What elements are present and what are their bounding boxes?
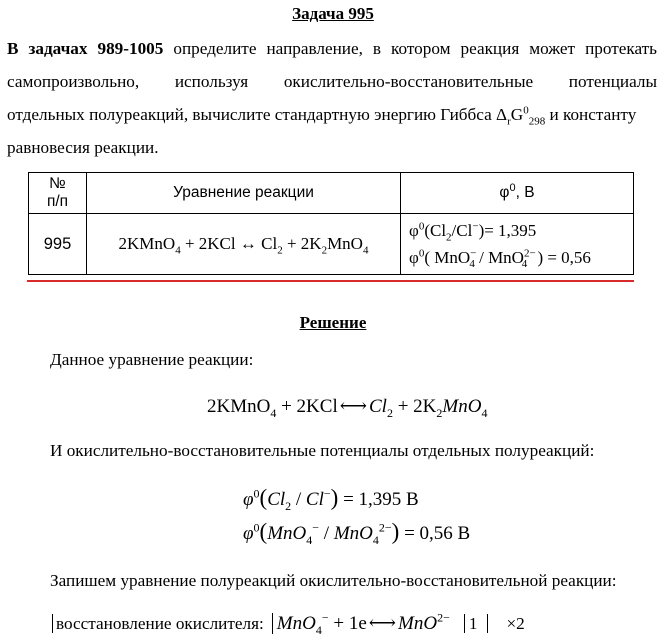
pot2-b: / MnO [479,248,524,267]
red-eq: MnO [276,613,316,634]
red-s4: 4 [315,622,322,637]
eq-sub-2b: 2 [321,244,328,257]
potential-2 [409,244,633,271]
pot2-a: ( MnO [424,248,471,267]
main-eq-s2b: 2 [436,405,443,420]
row-potentials [401,214,634,275]
red-prod: MnO [398,613,438,634]
ep2-sup: 0 [253,520,260,535]
eq-part-d: MnO [327,234,363,253]
main-eq-d: + 2K [392,396,437,417]
reaction-equation [207,395,487,418]
reduction-label: восстановление окислителя: [52,614,264,633]
eq-part-b: + 2KCl ↔ Cl [184,234,278,253]
ep1-phi: φ [243,489,254,510]
pot2-sup1: − [470,247,477,260]
header-equation: Уравнение реакции [87,173,401,214]
ep2-b: MnO [333,523,373,544]
pot1-c: )= 1,395 [478,221,537,240]
table-header-row [29,173,634,214]
pot2-sub2: 4 [521,258,528,271]
ep2-close: ) [391,519,400,544]
phi-1-sup: 0 [418,220,425,233]
header-phi-sup: 0 [509,181,516,194]
ep1-minus: − [323,486,331,501]
header-num [29,173,87,214]
ep1-a: Cl [267,489,286,510]
ep2-sup2: 2− [378,520,392,535]
main-eq-s4b: 4 [481,405,488,420]
main-eq-s2: 2 [386,405,393,420]
ep1-sup: 0 [253,486,260,501]
intro-line-3 [7,98,657,131]
pot1-b: /Cl [451,221,473,240]
gibbs-sub-r: r [507,115,511,128]
red-plus: + 1e [328,613,367,634]
phi-2-sup: 0 [418,247,425,260]
eq-sub-4b: 4 [362,244,369,257]
red-mult: ×2 [487,614,524,633]
header-num-pp: п/п [46,193,69,210]
pot2-c: ) = 0,56 [537,248,591,267]
phi-1: φ [409,221,419,240]
pot1-sup: − [472,220,479,233]
main-eq-c: Cl [368,396,387,417]
main-eq-arrow: ⟷ [339,396,367,417]
red-minus: − [321,610,329,625]
header-potential [401,173,634,214]
half-reaction-reduction [52,612,525,635]
gibbs-sup: 0 [523,104,529,117]
intro-paragraph [7,32,657,164]
row-number: 995 [29,214,87,275]
ep2-s4b: 4 [372,532,379,547]
intro-line-1-text: определите направление, в котором реакция может протекать [173,39,657,58]
ep1-slash: / [291,489,306,510]
intro-line-1 [7,32,657,65]
task-title: Задача 995 [292,4,374,23]
ep1-value: = 1,395 В [338,489,419,510]
header-unit: , В [515,184,535,201]
ep2-phi: φ [243,523,254,544]
eq-part-a: 2KMnO [118,234,176,253]
task-table [28,172,634,275]
row-equation [87,214,401,275]
pot1-sub: 2 [446,231,452,244]
paragraph-potentials: И окислительно-восстановительные потенциалы отдельных полуреакций: [50,441,595,460]
table-underline [27,280,634,282]
intro-bold-lead: В задачах 989-1005 [7,39,164,58]
solution-title: Решение [299,313,367,332]
gibbs-G: G [510,105,524,124]
ep2-value: = 0,56 В [399,523,471,544]
potential-equation-1 [243,485,419,511]
main-eq-a: 2KMnO [207,396,271,417]
red-sup2: 2− [437,610,450,625]
ep1-close: ) [330,485,339,510]
intro-line-3-end: и константу [549,105,637,124]
table-row [29,214,634,275]
eq-part-c: + 2K [286,234,322,253]
ep2-s4: 4 [306,532,313,547]
ep1-open: ( [259,485,268,510]
ep2-a: MnO [267,523,307,544]
ep2-open: ( [259,519,268,544]
red-arrow: ⟷ [368,613,397,634]
ep1-s2: 2 [285,498,292,513]
red-coef: 1 [464,614,478,633]
pot2-sup2: 2− [523,247,536,260]
intro-line-3-text: отдельных полуреакций, вычислите стандартную энергию Гиббса Δ [7,105,508,124]
main-eq-s4: 4 [270,405,277,420]
potential-equation-2 [243,519,470,545]
intro-line-4: равновесия реакции. [7,138,159,157]
ep1-b: Cl [305,489,324,510]
ep2-slash: / [319,523,334,544]
header-phi: φ [499,184,510,201]
potential-1 [409,217,633,244]
intro-line-2: самопроизвольно, используя окислительно-восстановительные потенциалы [7,72,657,91]
main-eq-b: + 2KCl [276,396,338,417]
gibbs-sub-298: 298 [528,115,546,128]
paragraph-half-reactions: Запишем уравнение полуреакций окислительно-восстановительной реакции: [50,571,617,590]
phi-2: φ [409,248,419,267]
reduction-equation [272,610,450,637]
pot1-a: (Cl [424,221,447,240]
ep2-minus: − [312,520,320,535]
paragraph-reaction: Данное уравнение реакции: [50,350,254,369]
pot2-sub1: 4 [469,258,475,271]
header-num-symbol: № [49,175,66,192]
eq-sub-4: 4 [175,244,181,257]
eq-sub-2: 2 [277,244,283,257]
main-eq-e: MnO [442,396,482,417]
